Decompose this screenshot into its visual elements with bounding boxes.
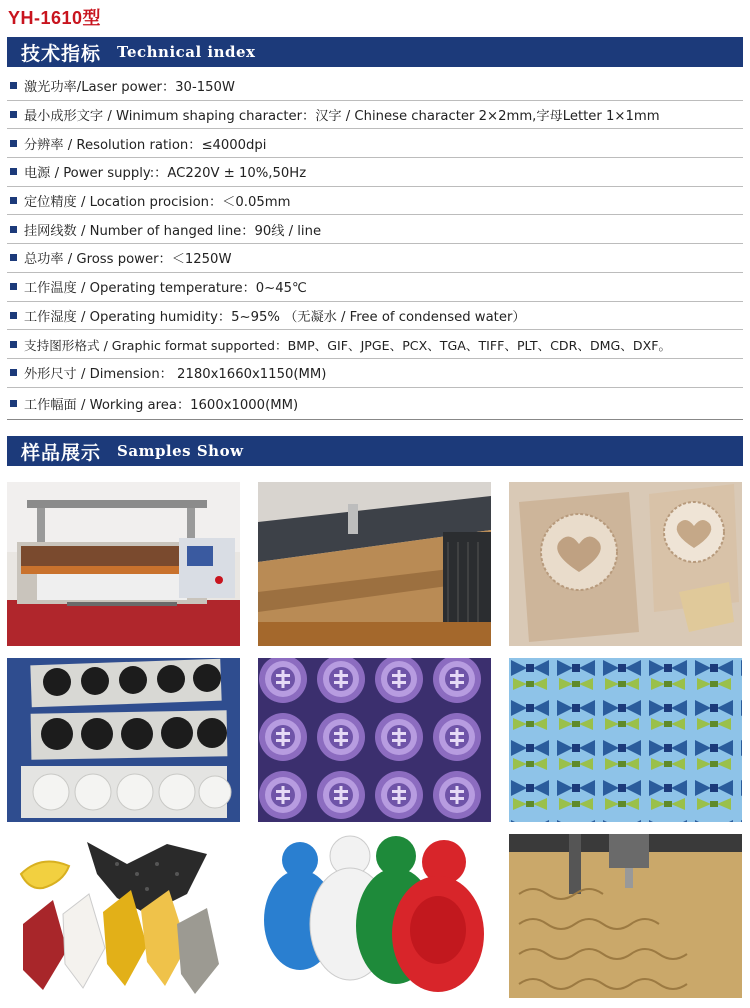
- bullet-icon: [10, 111, 17, 118]
- spec-row-working-area: [7, 388, 743, 420]
- spec-row-min-character: [7, 101, 743, 130]
- spec-row-laser-power: [7, 72, 743, 101]
- spec-text: 最小成形文字 / Winimum shaping character：汉字 / Chinese character 2×2mm,字母Letter 1×1mm: [24, 109, 660, 125]
- bullet-icon: [10, 140, 17, 147]
- bullet-icon: [10, 369, 17, 376]
- sample-cutting-in-progress-photo: [509, 834, 742, 998]
- spec-text: 工作湿度 / Operating humidity：5~95% （无凝水 / Free of condensed water）: [24, 309, 526, 325]
- samples-title-zh: 样品展示: [21, 441, 102, 464]
- sample-ornament-pieces-photo: [7, 834, 240, 998]
- model-title: YH-1610型: [8, 8, 102, 28]
- spec-row-location-precision: [7, 187, 743, 216]
- spec-row-resolution: [7, 129, 743, 158]
- sample-purple-fabric-pattern: [258, 658, 491, 822]
- spec-row-hanged-line: [7, 215, 743, 244]
- samples-title-en: Samples Show: [117, 442, 244, 460]
- sample-snowman-cutouts-photo: [258, 834, 491, 998]
- bullet-icon: [10, 283, 17, 290]
- technical-title-en: Technical index: [117, 43, 256, 61]
- spec-text: 工作幅面 / Working area：1600x1000(MM): [24, 397, 299, 413]
- spec-text: 外形尺寸 / Dimension： 2180x1660x1150(MM): [24, 367, 327, 383]
- bullet-icon: [10, 226, 17, 233]
- technical-index-header: [7, 37, 743, 67]
- bullet-icon: [10, 82, 17, 89]
- spec-text: 分辨率 / Resolution ration：≤4000dpi: [24, 137, 267, 153]
- spec-list: [7, 72, 743, 420]
- spec-text: 定位精度 / Location procision：＜0.05mm: [24, 195, 291, 211]
- spec-text: 挂网线数 / Number of hanged line：90线 / line: [24, 223, 322, 239]
- bullet-icon: [10, 168, 17, 175]
- spec-text: 总功率 / Gross power：＜1250W: [24, 252, 232, 268]
- spec-text: 电源 / Power supply:：AC220V ± 10%,50Hz: [24, 166, 307, 182]
- spec-text: 激光功率/Laser power：30-150W: [24, 80, 235, 96]
- bullet-icon: [10, 341, 17, 348]
- bullet-icon: [10, 197, 17, 204]
- spec-text: 工作温度 / Operating temperature：0~45℃: [24, 281, 307, 297]
- bullet-icon: [10, 254, 17, 261]
- sample-velcro-dots-photo: [7, 658, 240, 822]
- spec-text: 支持图形格式 / Graphic format supported：BMP、GIF、JPGE、PCX、TGA、TIFF、PLT、CDR、DMG、DXF。: [24, 337, 672, 353]
- spec-row-power-supply: [7, 158, 743, 187]
- spec-row-gross-power: [7, 244, 743, 273]
- bullet-icon: [10, 312, 17, 319]
- sample-lace-cards-photo: [509, 482, 742, 646]
- samples-show-header: [7, 436, 743, 466]
- sample-machine-table-photo: [258, 482, 491, 646]
- technical-title-zh: 技术指标: [21, 42, 102, 65]
- spec-row-operating-humidity: [7, 302, 743, 331]
- bullet-icon: [10, 400, 17, 407]
- spec-row-operating-temperature: [7, 273, 743, 302]
- sample-bowtie-fabric-pattern: [509, 658, 742, 822]
- spec-row-graphic-format: [7, 330, 743, 359]
- sample-machine-front-photo: [7, 482, 240, 646]
- spec-row-dimension: [7, 359, 743, 388]
